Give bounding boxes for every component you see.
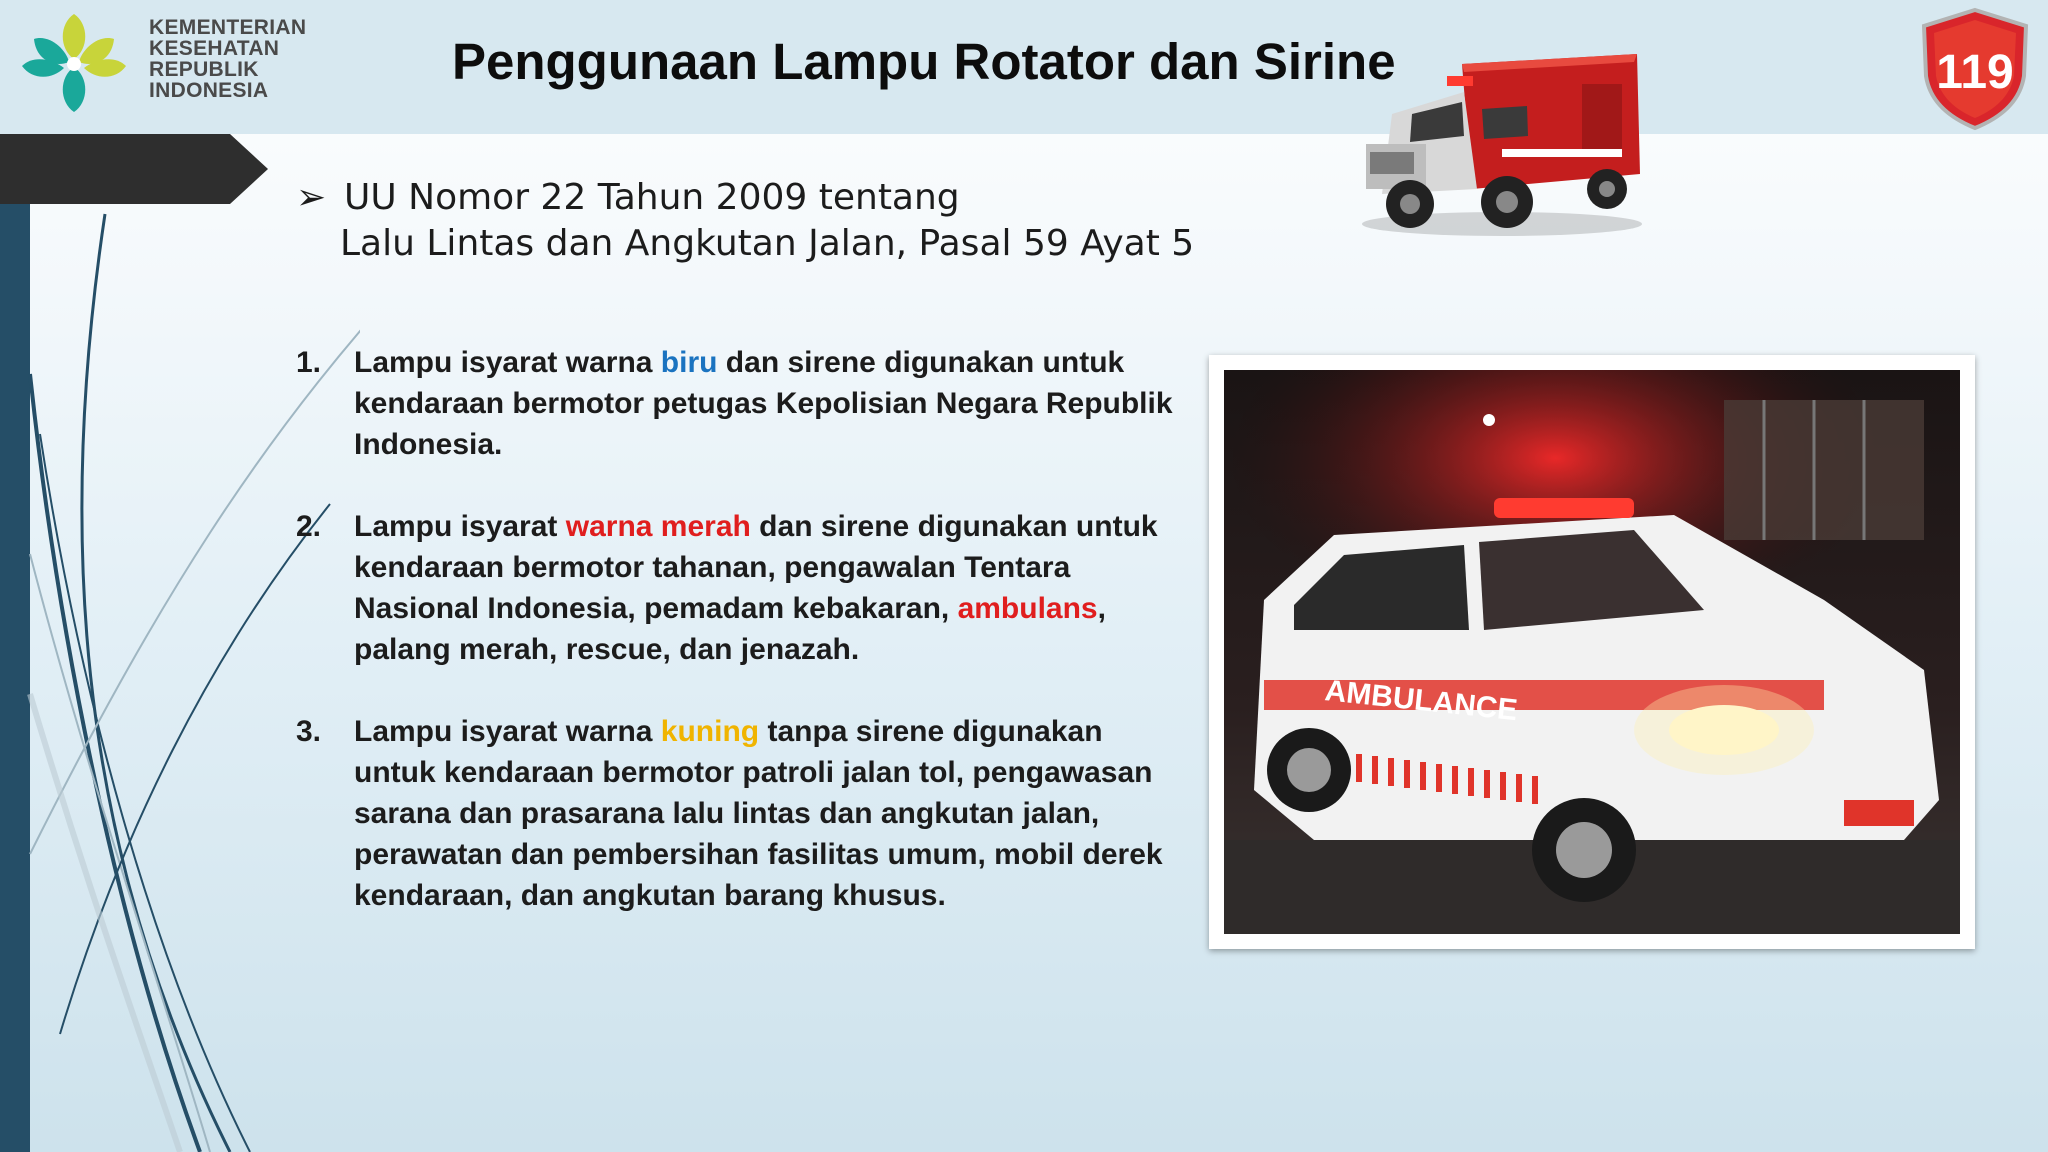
- org-line: REPUBLIK: [149, 58, 259, 81]
- list-item: [296, 711, 1176, 916]
- highlight-red: warna merah: [565, 510, 751, 543]
- organization-name: [149, 17, 339, 101]
- item-number: 1.: [296, 346, 322, 379]
- highlight-red: ambulans: [957, 592, 1098, 625]
- ambulance-truck-icon: [1352, 54, 1642, 244]
- item-text: dan sirene digunakan untuk kendaraan bermotor petugas Kepolisian Negara Republik Indonesia.: [354, 346, 1173, 461]
- arrow-bullet-icon: ➢: [296, 177, 327, 218]
- badge-number: 119: [1936, 46, 2014, 99]
- rules-list: [296, 342, 1176, 957]
- org-line: KESEHATAN: [149, 37, 280, 60]
- highlight-yellow: kuning: [660, 715, 760, 748]
- org-line: KEMENTERIAN: [149, 16, 307, 39]
- vehicle-label: AMBULANCE: [1323, 674, 1519, 728]
- item-text: dan sirene digunakan untuk kendaraan bermotor tahanan, pengawalan Tentara Nasional Indonesia, pemadam kebakaran,: [354, 510, 1158, 625]
- list-item: [296, 342, 1176, 465]
- law-title: UU Nomor 22 Tahun 2009 tentang: [344, 177, 960, 218]
- item-number: 2.: [296, 510, 322, 543]
- item-text: Lampu isyarat: [354, 510, 566, 543]
- item-text: tanpa sirene digunakan untuk kendaraan bermotor patroli jalan tol, pengawasan sarana dan prasarana lalu lintas dan angkutan jalan, perawatan dan pembersihan fasilitas umum, mobil derek kendaraan, dan angkutan barang khusus.: [354, 715, 1163, 912]
- kemenkes-logo-icon: [14, 4, 134, 120]
- law-subtitle: Lalu Lintas dan Angkutan Jalan, Pasal 59 Ayat 5: [340, 223, 1195, 264]
- ambulance-photo: [1224, 370, 1960, 934]
- org-line: INDONESIA: [149, 79, 269, 102]
- ambulance-photo-frame: [1209, 355, 1975, 949]
- slide-title: Penggunaan Lampu Rotator dan Sirine: [452, 33, 1396, 90]
- highlight-blue: biru: [660, 346, 718, 379]
- item-text: , palang merah, rescue, dan jenazah.: [354, 592, 1106, 666]
- psc-119-badge: [1914, 6, 2036, 132]
- list-item: [296, 506, 1176, 670]
- item-number: 3.: [296, 715, 322, 748]
- item-text: Lampu isyarat warna: [354, 715, 661, 748]
- item-text: Lampu isyarat warna: [354, 346, 661, 379]
